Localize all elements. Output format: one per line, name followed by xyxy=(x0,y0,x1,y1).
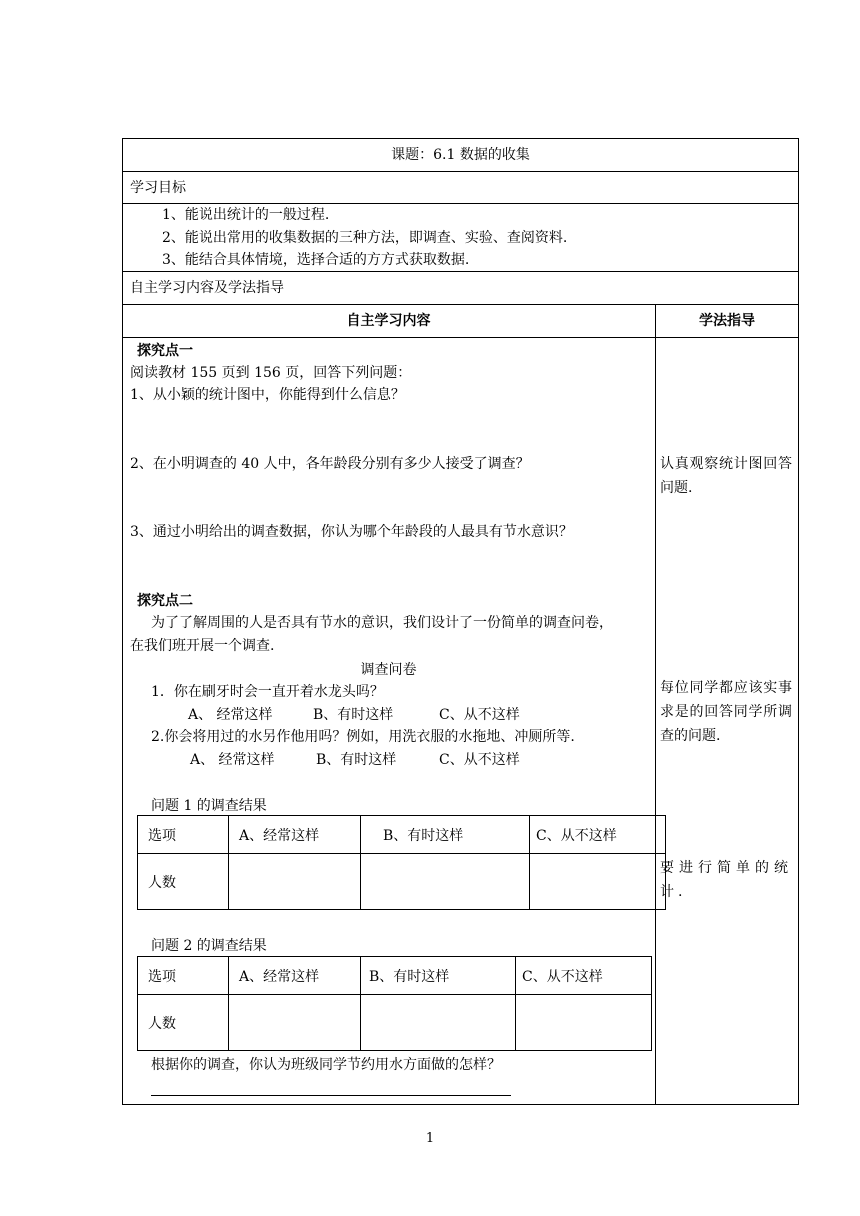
closing-question: 根据你的调查，你认为班级同学节约用水方面做的怎样？ xyxy=(151,1057,501,1073)
rule-self-study-header xyxy=(122,304,799,305)
guide-text: 认真观察统计图回答问题. xyxy=(660,456,792,496)
result2-title: 问题 2 的调查结果 xyxy=(151,938,267,954)
result2-cell xyxy=(361,995,516,1051)
column-header-guide: 学法指导 xyxy=(699,313,755,329)
point2-title: 探究点二 xyxy=(137,593,193,609)
result1-header-cell: C、从不这样 xyxy=(530,816,666,854)
point1-title: 探究点一 xyxy=(137,343,193,359)
survey-option: C、从不这样 xyxy=(439,707,520,723)
result2-header-cell: B、有时这样 xyxy=(361,957,516,995)
column-divider xyxy=(655,304,656,1105)
objectives-header: 学习目标 xyxy=(130,180,186,196)
point2-paragraph: 在我们班开展一个调查. xyxy=(130,638,275,654)
survey-title: 调查问卷 xyxy=(360,662,417,678)
result1-header-cell: B、有时这样 xyxy=(361,816,530,854)
guide-text: 要进行简单的统计. xyxy=(660,860,792,900)
survey-question: 1．你在刷牙时会一直开着水龙头吗？ xyxy=(151,684,384,700)
page-number: 1 xyxy=(425,1131,435,1146)
self-study-header: 自主学习内容及学法指导 xyxy=(130,280,284,296)
result2-header-cell: A、经常这样 xyxy=(229,957,361,995)
result2-header-cell: 选项 xyxy=(138,957,229,995)
survey-question: 2.你会将用过的水另作他用吗？例如，用洗衣服的水拖地、冲厕所等. xyxy=(151,729,575,745)
result2-header-cell: C、从不这样 xyxy=(516,957,652,995)
lesson-title: 课题：6.1 数据的收集 xyxy=(391,147,530,163)
result1-title: 问题 1 的调查结果 xyxy=(151,798,267,814)
survey-option: B、有时这样 xyxy=(313,707,394,723)
result2-table xyxy=(137,956,652,1051)
point1-question: 1、从小颖的统计图中，你能得到什么信息？ xyxy=(130,387,405,403)
survey-option: A、 经常这样 xyxy=(188,707,273,723)
rule-objectives-header xyxy=(122,203,799,204)
objective-item: 3、能结合具体情境，选择合适的方方式获取数据. xyxy=(162,252,470,268)
objective-item: 2、能说出常用的收集数据的三种方法，即调查、实验、查阅资料. xyxy=(162,230,568,246)
result1-cell xyxy=(361,854,530,910)
result2-cell xyxy=(229,995,361,1051)
guide-text: 每位同学都应该实事求是的回答同学所调查的问题. xyxy=(660,680,792,744)
result1-header-cell: A、经常这样 xyxy=(229,816,361,854)
result2-cell xyxy=(516,995,652,1051)
answer-line xyxy=(151,1095,511,1096)
column-header-content: 自主学习内容 xyxy=(346,313,431,329)
objective-item: 1、能说出统计的一般过程. xyxy=(162,207,330,223)
result2-row-label: 人数 xyxy=(138,995,229,1051)
point1-question: 3、通过小明给出的调查数据，你认为哪个年龄段的人最具有节水意识？ xyxy=(130,524,573,540)
point1-intro: 阅读教材 155 页到 156 页，回答下列问题： xyxy=(130,365,412,381)
point2-paragraph: 为了了解周围的人是否具有节水的意识，我们设计了一份简单的调查问卷， xyxy=(151,615,613,631)
point1-question: 2、在小明调查的 40 人中，各年龄段分别有多少人接受了调查？ xyxy=(130,456,530,472)
result1-header-cell: 选项 xyxy=(138,816,229,854)
survey-option: C、从不这样 xyxy=(439,752,520,768)
result1-table xyxy=(137,815,666,910)
result1-row-label: 人数 xyxy=(138,854,229,910)
rule-column-header xyxy=(122,337,799,338)
rule-objectives xyxy=(122,271,799,272)
result1-cell xyxy=(229,854,361,910)
survey-option: A、 经常这样 xyxy=(190,752,275,768)
rule-title xyxy=(122,171,799,172)
result1-cell xyxy=(530,854,666,910)
survey-option: B、有时这样 xyxy=(316,752,397,768)
